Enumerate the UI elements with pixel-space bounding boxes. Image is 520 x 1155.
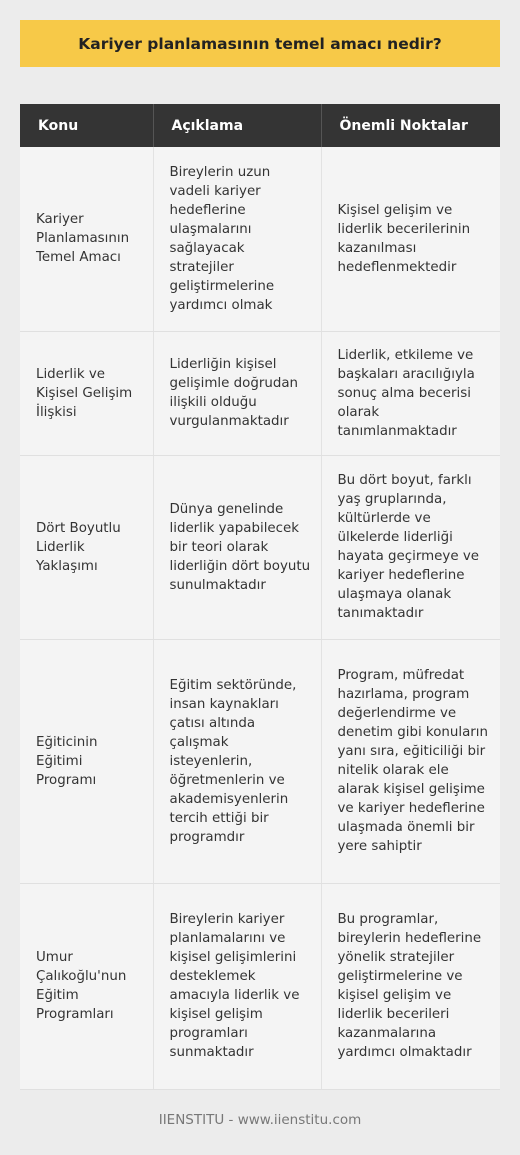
table-row [20,639,500,883]
cell-konu: Liderlik ve Kişisel Gelişim İlişkisi [20,331,153,455]
cell-aciklama: Eğitim sektöründe, insan kaynakları çatısı altında çalışmak isteyenlerin, öğretmenlerin ve akademisyenlerin tercih ettiği bir programdır [153,639,321,883]
table-row [20,455,500,639]
table-row [20,883,500,1089]
cell-konu: Dört Boyutlu Liderlik Yaklaşımı [20,455,153,639]
cell-aciklama: Liderliğin kişisel gelişimle doğrudan ilişkili olduğu vurgulanmaktadır [153,331,321,455]
cell-konu: Eğiticinin Eğitimi Programı [20,639,153,883]
title-banner [20,20,500,67]
header-onemli-noktalar: Önemli Noktalar [321,104,500,147]
info-table [20,104,500,1090]
header-aciklama: Açıklama [153,104,321,147]
cell-konu: Umur Çalıkoğlu'nun Eğitim Programları [20,883,153,1089]
cell-onemli-noktalar: Bu dört boyut, farklı yaş gruplarında, kültürlerde ve ülkelerde liderliği hayata geçirmeye ve kariyer hedeflerine ulaşmaya olanak tanımaktadır [321,455,500,639]
cell-konu: Kariyer Planlamasının Temel Amacı [20,147,153,331]
cell-aciklama: Bireylerin kariyer planlamalarını ve kişisel gelişimlerini desteklemek amacıyla liderlik ve kişisel gelişim programları sunmaktadır [153,883,321,1089]
table-row [20,147,500,331]
cell-onemli-noktalar: Bu programlar, bireylerin hedeflerine yönelik stratejiler geliştirmelerine ve kişisel gelişim ve liderlik becerileri kazanmalarına yardımcı olmaktadır [321,883,500,1089]
page-title: Kariyer planlamasının temel amacı nedir? [78,34,442,53]
cell-aciklama: Dünya genelinde liderlik yapabilecek bir teori olarak liderliğin dört boyutu sunulmaktadır [153,455,321,639]
cell-onemli-noktalar: Program, müfredat hazırlama, program değerlendirme ve denetim gibi konuların yanı sıra, eğiticiliği bir nitelik olarak ele alarak kişisel gelişime ve kariyer hedeflerine ulaşmada önemli bir yere sahiptir [321,639,500,883]
cell-onemli-noktalar: Liderlik, etkileme ve başkaları aracılığıyla sonuç alma becerisi olarak tanımlanmaktadır [321,331,500,455]
footer-credit: IIENSTITU - www.iienstitu.com [158,1112,362,1128]
table-row [20,331,500,455]
header-konu: Konu [20,104,153,147]
cell-aciklama: Bireylerin uzun vadeli kariyer hedeflerine ulaşmalarını sağlayacak stratejiler geliştirmelerine yardımcı olmak [153,147,321,331]
cell-onemli-noktalar: Kişisel gelişim ve liderlik becerilerinin kazanılması hedeflenmektedir [321,147,500,331]
table-header-row [20,104,500,147]
